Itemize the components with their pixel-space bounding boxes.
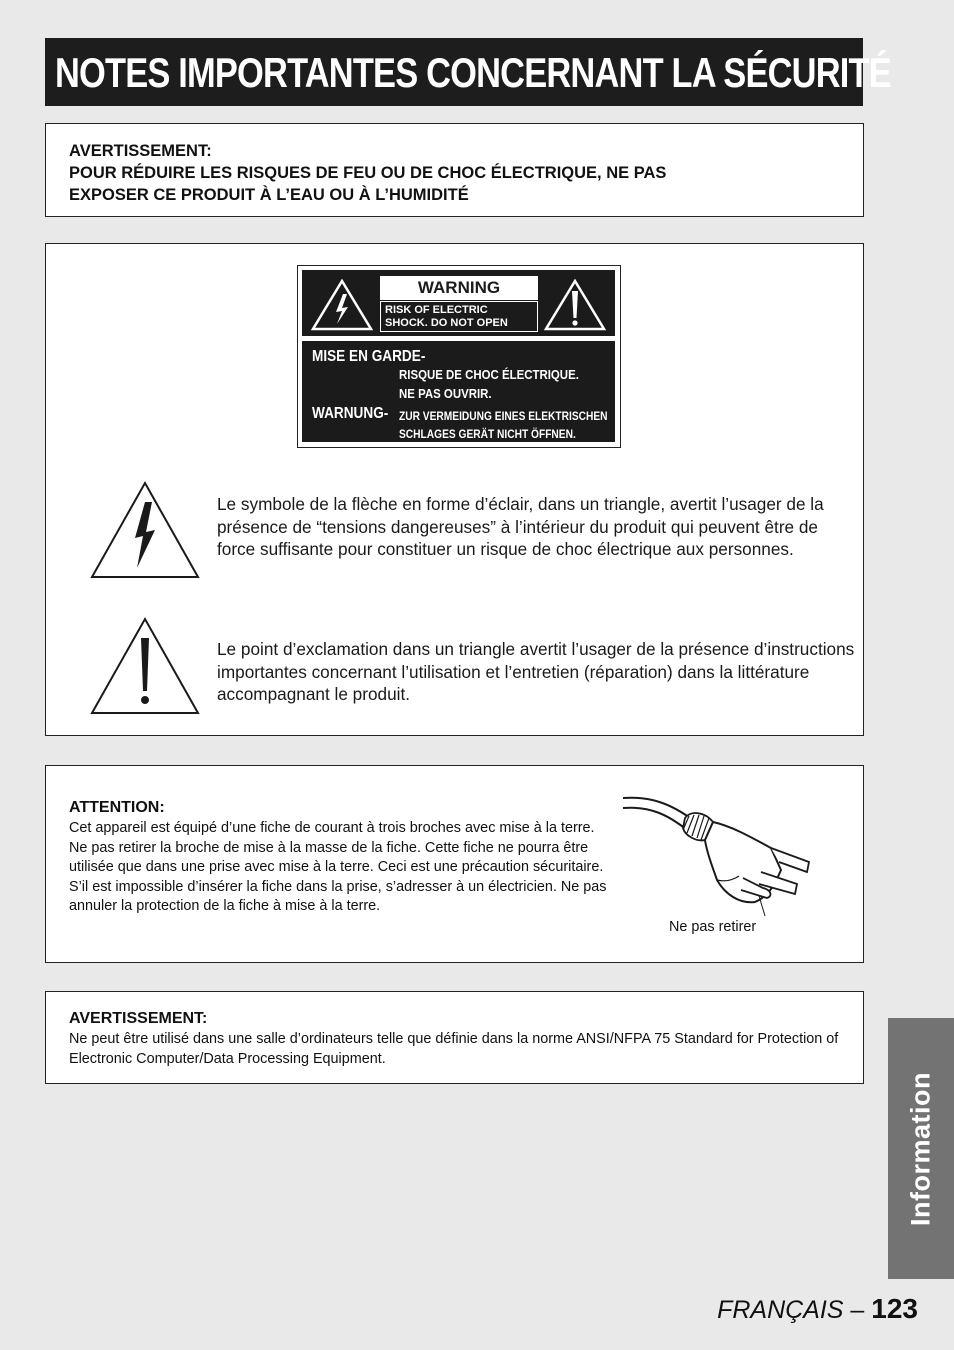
label-warnung: WARNUNG- (312, 405, 389, 422)
warning2-body: Ne peut être utilisé dans une salle d’ordinateurs telle que définie dans la norme ANSI/NFPA 75 Standard for Protection of Electronic Computer/Data Processing Equipment. (69, 1031, 839, 1067)
footer-separator: – (843, 1296, 872, 1324)
warning2-box (45, 991, 864, 1084)
label-risque-line-1: RISQUE DE CHOC ÉLECTRIQUE. (399, 367, 579, 382)
attention-box (45, 765, 864, 963)
plug-caption: Ne pas retirer (669, 919, 757, 935)
section-tab-label: Information (905, 1071, 936, 1226)
warning2-heading: AVERTISSEMENT: (69, 1010, 208, 1027)
attention-body: Cet appareil est équipé d’une fiche de courant à trois broches avec mise à la terre. Ne pas retirer la broche de mise à la masse de la fiche. Cette fiche ne pourra être utilisée que dans une prise avec mise à la terre. Ceci est une précaution sécuritaire. S’il est impossible d’insérer la fiche dans la prise, s’adresser à un électricien. Ne pas annuler la protection de la fiche à mise à la terre. (69, 820, 607, 914)
symbols-box (45, 243, 864, 736)
exclamation-description: Le point d’exclamation dans un triangle avertit l’usager de la présence d’instructions importantes concernant l’utilisation et l’entretien (réparation) dans la littérature accompagnant le produit. (217, 639, 855, 704)
warning-heading: AVERTISSEMENT: (69, 142, 212, 160)
lightning-triangle-icon (88, 480, 202, 580)
label-exclamation-icon (543, 278, 607, 332)
section-tab (888, 1018, 954, 1279)
label-risk-text (380, 301, 538, 332)
label-risque-line-2: NE PAS OUVRIR. (399, 386, 492, 401)
warning-box (45, 123, 864, 217)
warning-line-2: EXPOSER CE PRODUIT À L’EAU OU À L’HUMIDITÉ (69, 186, 469, 204)
label-warning-title: WARNING (380, 276, 538, 300)
footer-language: FRANÇAIS (717, 1296, 844, 1324)
page-footer (717, 1293, 918, 1325)
grounded-plug-icon (621, 792, 831, 922)
label-lightning-icon (310, 278, 374, 332)
page-number: 123 (871, 1293, 918, 1324)
warning-line-1: POUR RÉDUIRE LES RISQUES DE FEU OU DE CHOC ÉLECTRIQUE, NE PAS (69, 164, 667, 182)
attention-heading: ATTENTION: (69, 799, 165, 816)
label-zur-line-2: SCHLAGES GERÄT NICHT ÖFFNEN. (399, 427, 576, 441)
label-mise-en-garde: MISE EN GARDE- (312, 348, 426, 365)
title-bar (45, 38, 891, 106)
exclamation-triangle-icon (88, 616, 202, 716)
lightning-description: Le symbole de la flèche en forme d’éclair, dans un triangle, avertit l’usager de la présence de “tensions dangereuses” à l’intérieur du produit qui peuvent être de force suffisante pour constituer un risque de choc électrique aux personnes. (217, 494, 824, 559)
warning-label (297, 265, 621, 448)
page-title: NOTES IMPORTANTES CONCERNANT LA SÉCURITÉ (55, 49, 891, 96)
label-risk-line-2: SHOCK. DO NOT OPEN (385, 317, 508, 329)
label-zur-line-1: ZUR VERMEIDUNG EINES ELEKTRISCHEN (399, 409, 608, 423)
label-risk-line-1: RISK OF ELECTRIC (385, 304, 488, 316)
warning-text (69, 140, 666, 206)
